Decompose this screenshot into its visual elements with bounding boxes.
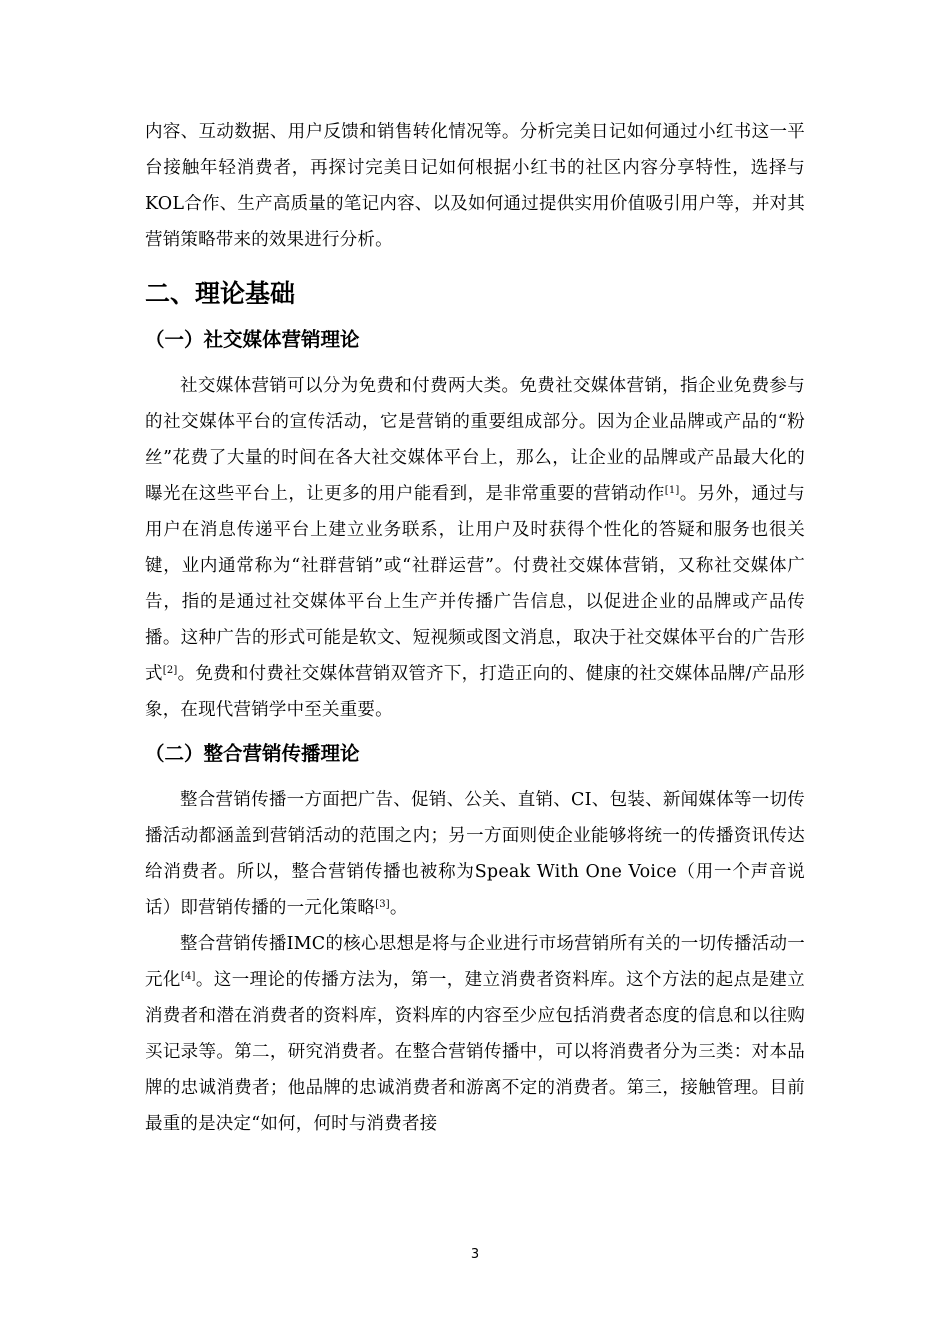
text-run: 整合营销传播IMC的核心思想是将与企业进行市场营销所有关的一切传播活动一元化 [145,934,805,990]
citation-ref: [2] [162,665,178,676]
page-number: 3 [470,1247,480,1262]
section-title: 二、理论基础 [145,279,296,308]
subsection-title-social-media: （一）社交媒体营销理论 [145,328,360,351]
intro-paragraph: 内容、互动数据、用户反馈和销售转化情况等。分析完美日记如何通过小红书这一平台接触年轻消费者，再探讨完美日记如何根据小红书的社区内容分享特性，选择与KOL合作、生产高质量的笔记内容、以及如何通过提供实用价值吸引用户等，并对其营销策略带来的效果进行分析。 [145,122,805,250]
paragraph-imc-1 [145,782,805,926]
text-run: 。这一理论的传播方法为，第一，建立消费者资料库。这个方法的起点是建立消费者和潜在消费者的资料库，资料库的内容至少应包括消费者态度的信息和以往购买记录等。第二，研究消费者。在整合营销传播中，可以将消费者分为三类：对本品牌的忠诚消费者；他品牌的忠诚消费者和游离不定的消费者。第三，接触管理。目前最重的是决定“如何，何时与消费者接 [145,970,805,1134]
text-run: 。 [389,898,408,918]
text-run: 整合营销传播一方面把广告、促销、公关、直销、CI、包装、新闻媒体等一切传播活动都涵盖到营销活动的范围之内；另一方面则使企业能够将统一的传播资讯传达给消费者。所以，整合营销传播也被称为Speak With One Voice（用一个声音说话）即营销传播的一元化策略 [145,790,805,918]
citation-ref: [3] [375,899,390,910]
paragraph-social-media [145,368,805,728]
citation-ref: [1] [664,485,680,496]
paragraph-imc-2 [145,926,805,1142]
page-content [145,114,805,1142]
text-run: 。另外，通过与用户在消息传递平台上建立业务联系，让用户及时获得个性化的答疑和服务也很关键，业内通常称为“社群营销”或“社群运营”。付费社交媒体营销，又称社交媒体广告，指的是通过社交媒体平台上生产并传播广告信息，以促进企业的品牌或产品传播。这种广告的形式可能是软文、短视频或图文消息，取决于社交媒体平台的广告形式 [145,484,805,684]
text-run: 。免费和付费社交媒体营销双管齐下，打造正向的、健康的社交媒体品牌/产品形象，在现代营销学中至关重要。 [145,664,806,720]
citation-ref: [4] [180,971,196,982]
subsection-title-imc: （二）整合营销传播理论 [145,742,360,765]
text-run: 社交媒体营销可以分为免费和付费两大类。免费社交媒体营销，指企业免费参与的社交媒体平台的宣传活动，它是营销的重要组成部分。因为企业品牌或产品的“粉丝”花费了大量的时间在各大社交媒体平台上，那么，让企业的品牌或产品最大化的曝光在这些平台上，让更多的用户能看到，是非常重要的营销动作 [145,376,805,504]
